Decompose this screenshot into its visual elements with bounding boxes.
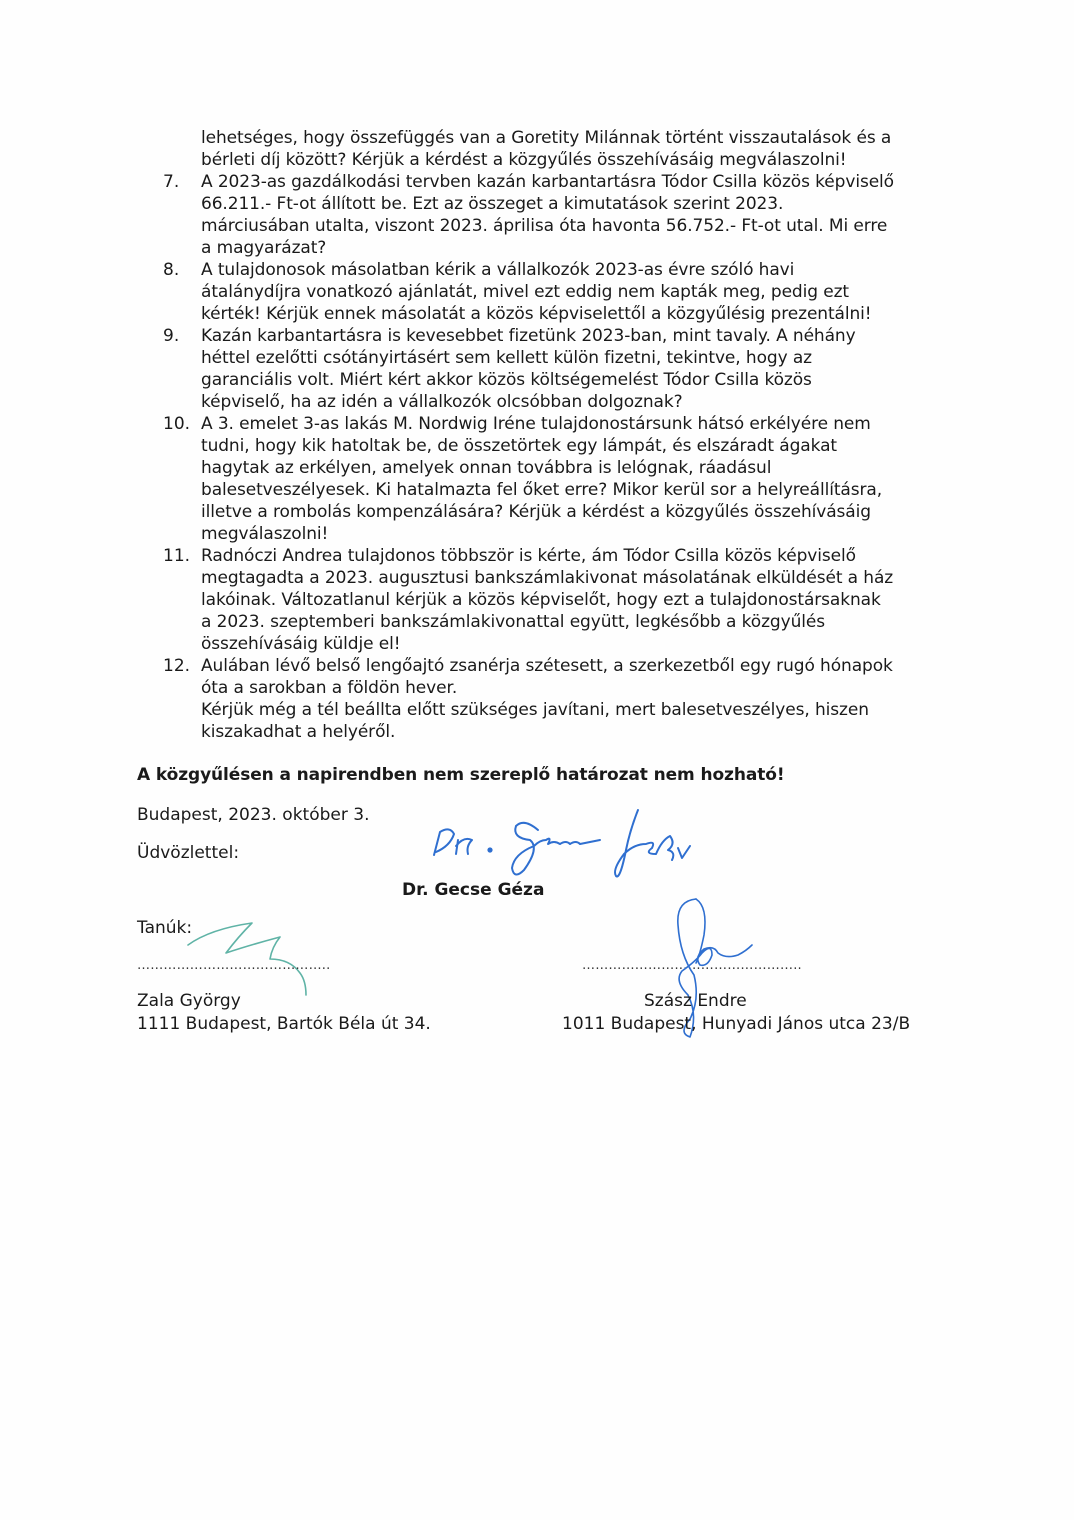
witness-2-name: Szász Endre bbox=[644, 991, 747, 1011]
signer-name: Dr. Gecse Géza bbox=[402, 880, 545, 900]
witness-2-address: 1011 Budapest, Hunyadi János utca 23/B bbox=[562, 1014, 911, 1034]
signature-main-icon bbox=[420, 800, 720, 890]
list-item-12 bbox=[163, 655, 963, 743]
notice-statement: A közgyűlésen a napirendben nem szereplő határozat nem hozható! bbox=[137, 765, 785, 785]
item-number: 10. bbox=[163, 414, 191, 434]
list-item-9 bbox=[163, 325, 963, 413]
witness-1-address: 1111 Budapest, Bartók Béla út 34. bbox=[137, 1014, 431, 1034]
item-6-continuation: lehetséges, hogy összefüggés van a Goretity Milánnak történt visszautalások és a bérleti díj között? Kérjük a kérdést a közgyűlés összehívásáig megválaszolni! bbox=[201, 128, 892, 170]
question-list bbox=[163, 127, 963, 743]
item-number: 12. bbox=[163, 656, 191, 676]
signature-line-left: …………………………………….. bbox=[137, 958, 331, 973]
item-text: A tulajdonosok másolatban kérik a vállalkozók 2023-as évre szóló havi átalánydíjra vonatkozó ajánlatát, mivel ezt eddig nem kapták meg, pedig ezt kérték! Kérjük ennek másolatát a közös képviselettől a közgyűlésig prezentálni! bbox=[201, 260, 872, 324]
item-text: A 2023-as gazdálkodási tervben kazán karbantartásra Tódor Csilla közös képviselő 66.211.- Ft-ot állított be. Ezt az összeget a kimutatások szerint 2023. márciusában utalta, viszont 2023. áprilisa óta havonta 56.752.- Ft-ot utal. Mi erre a magyarázat? bbox=[201, 172, 894, 258]
item-text: Radnóczi Andrea tulajdonos többször is kérte, ám Tódor Csilla közös képviselő megtagadta a 2023. augusztusi bankszámlakivonat másolatának elküldését a ház lakóinak. Változatlanul kérjük a közös képviselőt, hogy ezt a tulajdonostársaknak a 2023. szeptemberi bankszámlakivonattal együtt, legkésőbb a közgyűlés összehívásáig küldje el! bbox=[201, 546, 894, 654]
item-text: Aulában lévő belső lengőajtó zsanérja szétesett, a szerkezetből egy rugó hónapok óta a sarokban a földön hever. Kérjük még a tél beállta előtt szükséges javítani, mert balesetveszélyes, hiszen kiszakadhat a helyéről. bbox=[201, 656, 893, 742]
list-item-10 bbox=[163, 413, 963, 545]
witness-1-name: Zala György bbox=[137, 991, 241, 1011]
item-number: 11. bbox=[163, 546, 191, 566]
witnesses-label: Tanúk: bbox=[137, 918, 193, 938]
signature-line-right: ………………………………………….. bbox=[582, 958, 802, 973]
item-number: 8. bbox=[163, 260, 180, 280]
list-item-8 bbox=[163, 259, 963, 325]
item-number: 7. bbox=[163, 172, 180, 192]
item-text: Kazán karbantartásra is kevesebbet fizetünk 2023-ban, mint tavaly. A néhány héttel ezelőtti csótányirtásért sem kellett külön fizetni, tekintve, hogy az garanciális volt. Miért kért akkor közös költségemelést Tódor Csilla közös képviselő, ha az idén a vállalkozók olcsóbban dolgoznak? bbox=[201, 326, 856, 412]
list-item-11 bbox=[163, 545, 963, 655]
place-date: Budapest, 2023. október 3. bbox=[137, 805, 370, 825]
item-number: 9. bbox=[163, 326, 180, 346]
greeting: Üdvözlettel: bbox=[137, 843, 240, 863]
item-text: A 3. emelet 3-as lakás M. Nordwig Iréne tulajdonostársunk hátsó erkélyére nem tudni, hogy kik hatoltak be, de összetörtek egy lámpát, és elszáradt ágakat hagytak az erkélyen, amelyek onnan továbbra is lelógnak, ráadásul balesetveszélyesek. Ki hatalmazta fel őket erre? Mikor kerül sor a helyreállításra, illetve a rombolás kompenzálására? Kérjük a kérdést a közgyűlés összehívásáig megválaszolni! bbox=[201, 414, 883, 544]
list-item-7 bbox=[163, 171, 963, 259]
